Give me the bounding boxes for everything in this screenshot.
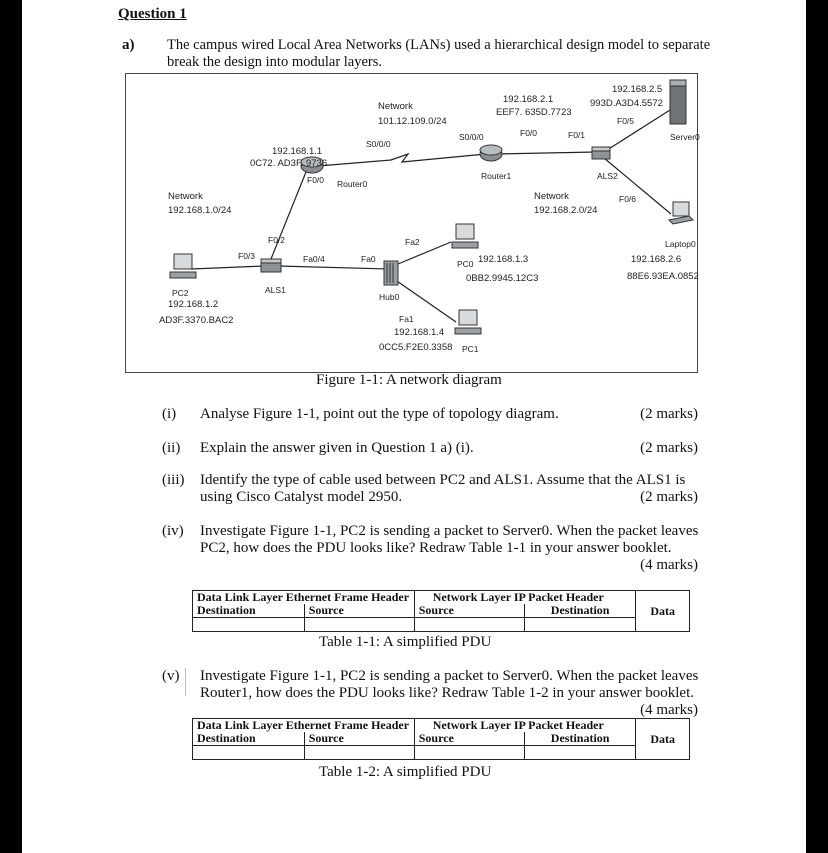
label-router0-name: Router0 <box>337 179 368 189</box>
subq-iv-marks: (4 marks) <box>640 557 698 573</box>
link-als1-hub <box>278 266 388 269</box>
label-pc0-name: PC0 <box>457 259 474 269</box>
subq-iii-marks: (2 marks) <box>640 489 698 505</box>
link-router0-als1 <box>271 172 306 259</box>
table2-destination: Destination <box>193 732 305 746</box>
margin-mark <box>185 668 186 696</box>
subq-v-text: Investigate Figure 1-1, PC2 is sending a packet to Server0. When the packet leaves Router1, how does the PDU looks like? Redraw Table 1-2 in your answer booklet. <box>200 668 699 701</box>
subq-ii-marks: (2 marks) <box>640 440 698 456</box>
table1-destination2: Destination <box>524 604 636 618</box>
pc0-icon <box>452 224 478 248</box>
label-network-right: Network <box>534 191 569 202</box>
label-hub-fa0: Fa0 <box>361 254 376 264</box>
label-als2-f01: F0/1 <box>568 130 586 140</box>
document-page <box>22 0 806 853</box>
server-icon <box>670 80 686 124</box>
label-s0-right: S0/0/0 <box>459 132 484 142</box>
label-network-left-addr: 192.168.1.0/24 <box>168 205 232 216</box>
pc1-icon <box>455 310 481 334</box>
network-diagram <box>125 73 698 373</box>
table2-cell-empty <box>414 746 524 760</box>
table2-group-datalink: Data Link Layer Ethernet Frame Header <box>193 719 415 733</box>
subq-i-text: Analyse Figure 1-1, point out the type of topology diagram. <box>200 406 559 422</box>
table1-cell-empty <box>524 618 636 632</box>
table1-source: Source <box>304 604 414 618</box>
table2-source: Source <box>304 732 414 746</box>
pdu-table-2 <box>192 718 690 760</box>
link-als1-pc2 <box>191 266 264 269</box>
label-router1-ip: 192.168.2.1 <box>503 94 554 105</box>
table2-caption: Table 1-2: A simplified PDU <box>319 764 492 780</box>
pc2-icon <box>170 254 196 278</box>
pdu-table-1 <box>192 590 690 632</box>
label-router0-mac: 0C72. AD3F. 9736 <box>250 158 328 169</box>
label-server-mac: 993D.A3D4.5572 <box>590 98 663 109</box>
label-pc0-ip: 192.168.1.3 <box>478 254 529 265</box>
label-laptop-ip: 192.168.2.6 <box>631 254 682 265</box>
figure-caption: Figure 1-1: A network diagram <box>316 372 502 388</box>
laptop-icon <box>669 202 693 224</box>
label-hub-fa1: Fa1 <box>399 314 414 324</box>
table2-cell-empty <box>304 746 414 760</box>
label-pc2-name: PC2 <box>172 288 189 298</box>
label-router0-ip: 192.168.1.1 <box>272 146 323 157</box>
table1-cell-empty <box>414 618 524 632</box>
table1-cell-empty <box>304 618 414 632</box>
label-router1-name: Router1 <box>481 171 512 181</box>
subq-v-marks: (4 marks) <box>640 702 698 718</box>
table2-destination2: Destination <box>524 732 636 746</box>
subq-iv-text: Investigate Figure 1-1, PC2 is sending a packet to Server0. When the packet leaves PC2, how does the PDU looks like? Redraw Table 1-1 in your answer booklet. <box>200 523 699 556</box>
table1-group-datalink: Data Link Layer Ethernet Frame Header <box>193 591 415 605</box>
label-pc1-ip: 192.168.1.4 <box>394 327 445 338</box>
label-pc2-mac: AD3F.3370.BAC2 <box>159 315 234 326</box>
label-server-name: Server0 <box>670 132 700 142</box>
table1-destination: Destination <box>193 604 305 618</box>
table1-cell-empty <box>193 618 305 632</box>
label-network-left: Network <box>168 191 203 202</box>
table2-group-network: Network Layer IP Packet Header <box>414 719 636 733</box>
label-network-right-addr: 192.168.2.0/24 <box>534 205 598 216</box>
label-als1-f04: Fa0/4 <box>303 254 325 264</box>
table1-data: Data <box>636 591 690 632</box>
subq-i-num: (i) <box>162 406 177 422</box>
router1-icon <box>480 145 502 161</box>
label-router1-f0: F0/0 <box>520 128 538 138</box>
switch-als1-icon <box>261 259 281 272</box>
subq-iv-num: (iv) <box>162 523 184 539</box>
label-s0-left: S0/0/0 <box>366 139 391 149</box>
label-pc0-mac: 0BB2.9945.12C3 <box>466 273 539 284</box>
switch-als2-icon <box>592 147 610 159</box>
link-als2-laptop <box>604 158 671 214</box>
subq-v-num: (v) <box>162 668 180 684</box>
serial-link <box>318 154 486 166</box>
subq-i-marks: (2 marks) <box>640 406 698 422</box>
link-als2-server <box>604 110 670 152</box>
question-intro: The campus wired Local Area Networks (LANs) used a hierarchical design model to separate break the design into modular layers. <box>167 37 711 70</box>
link-router1-als2 <box>496 152 596 154</box>
label-server-ip: 192.168.2.5 <box>612 84 663 95</box>
label-router1-mac: EEF7. 635D.7723 <box>496 107 572 118</box>
table1-caption: Table 1-1: A simplified PDU <box>319 634 492 650</box>
label-network-top: Network <box>378 101 413 112</box>
label-hub-name: Hub0 <box>379 292 400 302</box>
label-pc2-ip: 192.168.1.2 <box>168 299 219 310</box>
label-pc1-mac: 0CC5.F2E0.3358 <box>379 342 453 353</box>
label-router0-f0: F0/0 <box>307 175 325 185</box>
label-als1-name: ALS1 <box>265 285 286 295</box>
label-als1-f02: F0/2 <box>268 235 286 245</box>
table1-group-network: Network Layer IP Packet Header <box>414 591 636 605</box>
label-laptop-name: Laptop0 <box>665 239 696 249</box>
label-als2-f05: F0/5 <box>617 116 635 126</box>
table2-cell-empty <box>524 746 636 760</box>
label-als2-name: ALS2 <box>597 171 618 181</box>
part-label: a) <box>122 37 135 53</box>
label-als1-f03: F0/3 <box>238 251 256 261</box>
hub-icon <box>384 261 398 285</box>
table2-data: Data <box>636 719 690 760</box>
table1-source2: Source <box>414 604 524 618</box>
label-network-top-addr: 101.12.109.0/24 <box>378 116 447 127</box>
subq-ii-num: (ii) <box>162 440 181 456</box>
label-als2-f06: F0/6 <box>619 194 637 204</box>
table2-cell-empty <box>193 746 305 760</box>
label-laptop-mac: 88E6.93EA.0852 <box>627 271 699 282</box>
subq-iii-text: Identify the type of cable used between PC2 and ALS1. Assume that the ALS1 is using Cisco Catalyst model 2950. <box>200 472 686 505</box>
table2-source2: Source <box>414 732 524 746</box>
question-title: Question 1 <box>118 6 187 22</box>
subq-ii-text: Explain the answer given in Question 1 a) (i). <box>200 440 474 456</box>
subq-iii-num: (iii) <box>162 472 185 488</box>
label-pc1-name: PC1 <box>462 344 479 354</box>
label-hub-fa2: Fa2 <box>405 237 420 247</box>
